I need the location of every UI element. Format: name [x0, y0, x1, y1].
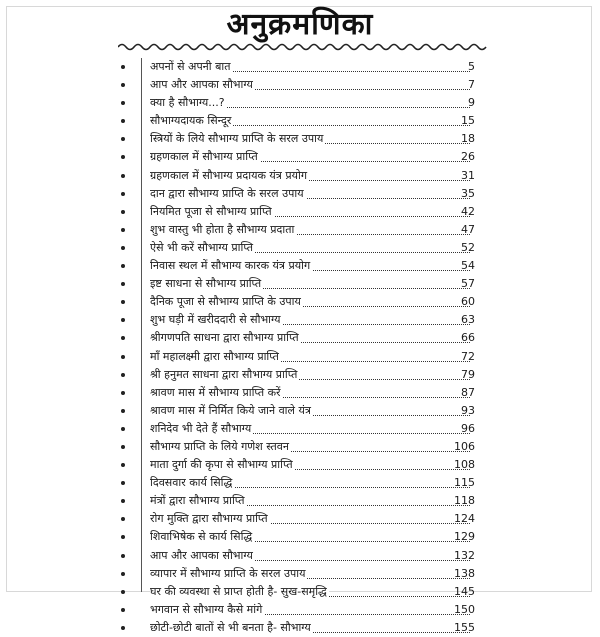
toc-entry-title: [150, 203, 470, 221]
toc-entry: [0, 293, 600, 311]
table-of-contents: [0, 58, 600, 637]
toc-entry-page: 106: [454, 439, 475, 453]
toc-entry-title: [150, 492, 470, 510]
toc-entry-label: दिवसवार कार्य सिद्धि: [150, 476, 233, 490]
toc-entry: [0, 456, 600, 474]
toc-entry-page: 7: [468, 78, 475, 92]
toc-entry-title: [150, 76, 470, 94]
bullet-icon: [121, 264, 125, 268]
toc-entry-label: दान द्वारा सौभाग्य प्राप्ति के सरल उपाय: [150, 186, 304, 200]
toc-entry-title: [150, 185, 470, 203]
bullet-icon: [121, 445, 125, 449]
toc-entry-title: [150, 348, 470, 366]
toc-entry-title: [150, 148, 470, 166]
toc-entry-page: 138: [454, 566, 475, 580]
toc-entry: [0, 420, 600, 438]
toc-entry: [0, 329, 600, 347]
toc-entry-title: [150, 257, 470, 275]
bullet-icon: [121, 391, 125, 395]
bullet-icon: [121, 174, 125, 178]
bullet-icon: [121, 409, 125, 413]
toc-entry-page: 118: [454, 494, 475, 508]
toc-entry: [0, 203, 600, 221]
toc-entry-title: [150, 311, 470, 329]
toc-entry-label: नियमित पूजा से सौभाग्य प्राप्ति: [150, 204, 272, 218]
toc-entry-page: 31: [461, 168, 475, 182]
toc-entry-title: [150, 601, 470, 619]
toc-entry-page: 108: [454, 458, 475, 472]
toc-entry-page: 129: [454, 530, 475, 544]
toc-entry-label: ऐसे भी करें सौभाग्य प्राप्ति: [150, 240, 253, 254]
toc-entry-page: 124: [454, 512, 475, 526]
toc-entry-label: छोटी-छोटी बातों से भी बनता है- सौभाग्य: [150, 620, 311, 634]
toc-entry-label: श्रावण मास में सौभाग्य प्राप्ति करें: [150, 385, 281, 399]
toc-entry: [0, 565, 600, 583]
toc-entry-label: निवास स्थल में सौभाग्य कारक यंत्र प्रयोग: [150, 259, 311, 273]
bullet-icon: [121, 210, 125, 214]
toc-entry-page: 57: [461, 277, 475, 291]
decorative-wavy-rule: [118, 42, 488, 52]
toc-entry: [0, 94, 600, 112]
toc-entry-page: 145: [454, 584, 475, 598]
toc-entry-label: रोग मुक्ति द्वारा सौभाग्य प्राप्ति: [150, 512, 268, 526]
toc-entry-title: [150, 565, 470, 583]
bullet-icon: [121, 336, 125, 340]
toc-entry-page: 87: [461, 385, 475, 399]
toc-entry-page: 54: [461, 259, 475, 273]
bullet-icon: [121, 427, 125, 431]
bullet-icon: [121, 65, 125, 69]
bullet-icon: [121, 572, 125, 576]
toc-entry: [0, 311, 600, 329]
bullet-icon: [121, 463, 125, 467]
bullet-icon: [121, 499, 125, 503]
toc-entry-title: [150, 384, 470, 402]
toc-entry-page: 15: [461, 114, 475, 128]
toc-entry-title: [150, 583, 470, 601]
toc-entry-label: माता दुर्गा की कृपा से सौभाग्य प्राप्ति: [150, 458, 293, 472]
toc-entry-title: [150, 619, 470, 637]
toc-entry-label: अपनों से अपनी बात: [150, 60, 231, 73]
toc-entry: [0, 402, 600, 420]
toc-entry-label: शनिदेव भी देते हैं सौभाग्य: [150, 421, 252, 435]
toc-entry-title: [150, 510, 470, 528]
bullet-icon: [121, 608, 125, 612]
toc-entry-page: 115: [454, 476, 475, 490]
toc-entry-title: [150, 547, 470, 565]
toc-entry-title: [150, 167, 470, 185]
toc-entry: [0, 510, 600, 528]
bullet-icon: [121, 155, 125, 159]
toc-entry: [0, 221, 600, 239]
toc-entry-page: 66: [461, 331, 475, 345]
toc-entry-page: 150: [454, 602, 475, 616]
toc-entry-page: 96: [461, 421, 475, 435]
toc-entry-label: सौभाग्यदायक सिन्दूर: [150, 114, 232, 128]
toc-entry-label: श्रीगणपति साधना द्वारा सौभाग्य प्राप्ति: [150, 331, 299, 345]
toc-entry-page: 132: [454, 548, 475, 562]
toc-entry-page: 72: [461, 349, 475, 363]
toc-entry: [0, 257, 600, 275]
toc-entry-page: 35: [461, 186, 475, 200]
toc-entry-title: [150, 329, 470, 347]
toc-entry-page: 60: [461, 295, 475, 309]
toc-entry-title: [150, 130, 470, 148]
bullet-icon: [121, 192, 125, 196]
toc-entry: [0, 275, 600, 293]
toc-entry-title: [150, 58, 470, 76]
toc-entry-page: 52: [461, 240, 475, 254]
toc-entry-label: घर की व्यवस्था से प्राप्त होती है- सुख-समृद्धि: [150, 584, 327, 598]
toc-entry-title: [150, 293, 470, 311]
toc-entry-title: [150, 456, 470, 474]
bullet-icon: [121, 554, 125, 558]
bullet-icon: [121, 101, 125, 105]
toc-entry-label: दैनिक पूजा से सौभाग्य प्राप्ति के उपाय: [150, 295, 301, 309]
toc-entry-label: शुभ घड़ी में खरीददारी से सौभाग्य: [150, 313, 281, 327]
toc-entry-label: स्त्रियों के लिये सौभाग्य प्राप्ति के सरल उपाय: [150, 132, 324, 146]
toc-entry-page: 5: [468, 60, 475, 73]
toc-entry-label: शिवाभिषेक से कार्य सिद्धि: [150, 530, 253, 544]
toc-entry-label: भगवान से सौभाग्य कैसे मांगे: [150, 602, 263, 616]
toc-entry-page: 47: [461, 222, 475, 236]
toc-entry: [0, 619, 600, 637]
toc-entry-page: 63: [461, 313, 475, 327]
toc-entry-page: 42: [461, 204, 475, 218]
toc-entry-title: [150, 112, 470, 130]
toc-entry-page: 26: [461, 150, 475, 164]
toc-entry-label: आप और आपका सौभाग्य: [150, 78, 253, 92]
toc-entry: [0, 58, 600, 76]
bullet-icon: [121, 282, 125, 286]
toc-entry: [0, 167, 600, 185]
toc-entry-title: [150, 420, 470, 438]
toc-entry-title: [150, 438, 470, 456]
bullet-icon: [121, 626, 125, 630]
toc-entry: [0, 601, 600, 619]
toc-entry-page: 18: [461, 132, 475, 146]
toc-entry-label: श्रावण मास में निर्मित किये जाने वाले यंत्र: [150, 403, 311, 417]
toc-entry-label: माँ महालक्ष्मी द्वारा सौभाग्य प्राप्ति: [150, 349, 279, 363]
toc-entry-title: [150, 366, 470, 384]
toc-entry-label: क्या है सौभाग्य...?: [150, 96, 225, 110]
bullet-icon: [121, 119, 125, 123]
toc-entry: [0, 384, 600, 402]
toc-entry-label: मंत्रों द्वारा सौभाग्य प्राप्ति: [150, 494, 245, 508]
toc-entry-page: 9: [468, 96, 475, 110]
page-title: अनुक्रमणिका: [226, 7, 374, 42]
toc-entry: [0, 76, 600, 94]
toc-entry: [0, 583, 600, 601]
toc-entry: [0, 492, 600, 510]
toc-entry-page: 93: [461, 403, 475, 417]
toc-entry: [0, 148, 600, 166]
toc-entry: [0, 348, 600, 366]
toc-entry-title: [150, 94, 470, 112]
bullet-icon: [121, 373, 125, 377]
toc-entry-label: सौभाग्य प्राप्ति के लिये गणेश स्तवन: [150, 439, 289, 453]
toc-entry: [0, 185, 600, 203]
bullet-icon: [121, 83, 125, 87]
bullet-icon: [121, 246, 125, 250]
toc-entry-title: [150, 474, 470, 492]
toc-entry-label: ग्रहणकाल में सौभाग्य प्रदायक यंत्र प्रयोग: [150, 168, 308, 182]
toc-entry-label: आप और आपका सौभाग्य: [150, 548, 253, 562]
bullet-icon: [121, 517, 125, 521]
toc-entry: [0, 528, 600, 546]
bullet-icon: [121, 481, 125, 485]
bullet-icon: [121, 535, 125, 539]
toc-entry-title: [150, 275, 470, 293]
toc-entry-label: व्यापार में सौभाग्य प्राप्ति के सरल उपाय: [150, 566, 306, 580]
toc-entry-title: [150, 528, 470, 546]
toc-entry: [0, 438, 600, 456]
toc-entry-label: इष्ट साधना से सौभाग्य प्राप्ति: [150, 277, 262, 291]
bullet-icon: [121, 228, 125, 232]
toc-entry: [0, 112, 600, 130]
toc-entry: [0, 474, 600, 492]
bullet-icon: [121, 137, 125, 141]
toc-entry: [0, 547, 600, 565]
toc-entry-title: [150, 221, 470, 239]
toc-entry: [0, 366, 600, 384]
toc-entry: [0, 239, 600, 257]
toc-entry-label: शुभ वास्तु भी होता है सौभाग्य प्रदाता: [150, 222, 295, 236]
toc-entry-title: [150, 402, 470, 420]
bullet-icon: [121, 590, 125, 594]
toc-entry-label: श्री हनुमत साधना द्वारा सौभाग्य प्राप्ति: [150, 367, 298, 381]
toc-entry: [0, 130, 600, 148]
toc-entry-label: ग्रहणकाल में सौभाग्य प्राप्ति: [150, 150, 258, 164]
bullet-icon: [121, 300, 125, 304]
toc-entry-page: 155: [454, 620, 475, 634]
bullet-icon: [121, 355, 125, 359]
toc-entry-page: 79: [461, 367, 475, 381]
toc-entry-title: [150, 239, 470, 257]
bullet-icon: [121, 318, 125, 322]
